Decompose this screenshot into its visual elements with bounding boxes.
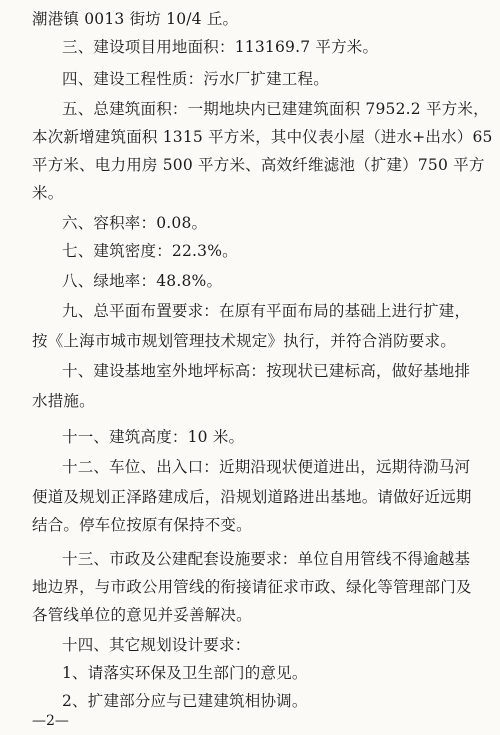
- text-line: 水措施。: [32, 392, 95, 410]
- text-line: 结合。停车位按原有保持不变。: [32, 516, 252, 534]
- text-line: 2、扩建部分应与已建建筑相协调。: [62, 692, 308, 710]
- text-line: 十二、车位、出入口：近期沿现状便道进出，远期待泐马河: [62, 458, 471, 476]
- page-number: —2—: [32, 713, 69, 729]
- text-line: 米。: [32, 184, 64, 202]
- text-line: 七、建筑密度：22.3%。: [62, 242, 238, 260]
- text-line: 本次新增建筑面积 1315 平方米，其中仪表小屋（进水+出水）65: [32, 128, 493, 146]
- text-line: 潮港镇 0013 街坊 10/4 丘。: [32, 10, 239, 28]
- text-line: 平方米、电力用房 500 平方米、高效纤维滤池（扩建）750 平方: [32, 156, 485, 174]
- text-line: 各管线单位的意见并妥善解决。: [32, 606, 252, 624]
- text-line: 十四、其它规划设计要求：: [62, 636, 251, 654]
- text-line: 九、总平面布置要求：在原有平面布局的基础上进行扩建，: [62, 302, 471, 320]
- text-line: 四、建设工程性质：污水厂扩建工程。: [62, 70, 329, 88]
- text-line: 地边界，与市政公用管线的衔接请征求市政、绿化等管理部门及: [32, 578, 472, 596]
- text-line: 三、建设项目用地面积：113169.7 平方米。: [62, 38, 379, 56]
- text-line: 十、建设基地室外地坪标高：按现状已建标高，做好基地排: [62, 362, 471, 380]
- text-line: 便道及规划正泽路建成后，沿规划道路进出基地。请做好近远期: [32, 488, 472, 506]
- text-line: 1、请落实环保及卫生部门的意见。: [62, 664, 308, 682]
- text-line: 六、容积率：0.08。: [62, 214, 208, 232]
- text-line: 十一、建筑高度：10 米。: [62, 428, 245, 446]
- text-line: 八、绿地率：48.8%。: [62, 272, 223, 290]
- text-line: 五、总建筑面积：一期地块内已建建筑面积 7952.2 平方米，: [62, 100, 489, 118]
- text-line: 十三、市政及公建配套设施要求：单位自用管线不得逾越基: [62, 550, 471, 568]
- text-line: 按《上海市城市规划管理技术规定》执行，并符合消防要求。: [32, 332, 456, 350]
